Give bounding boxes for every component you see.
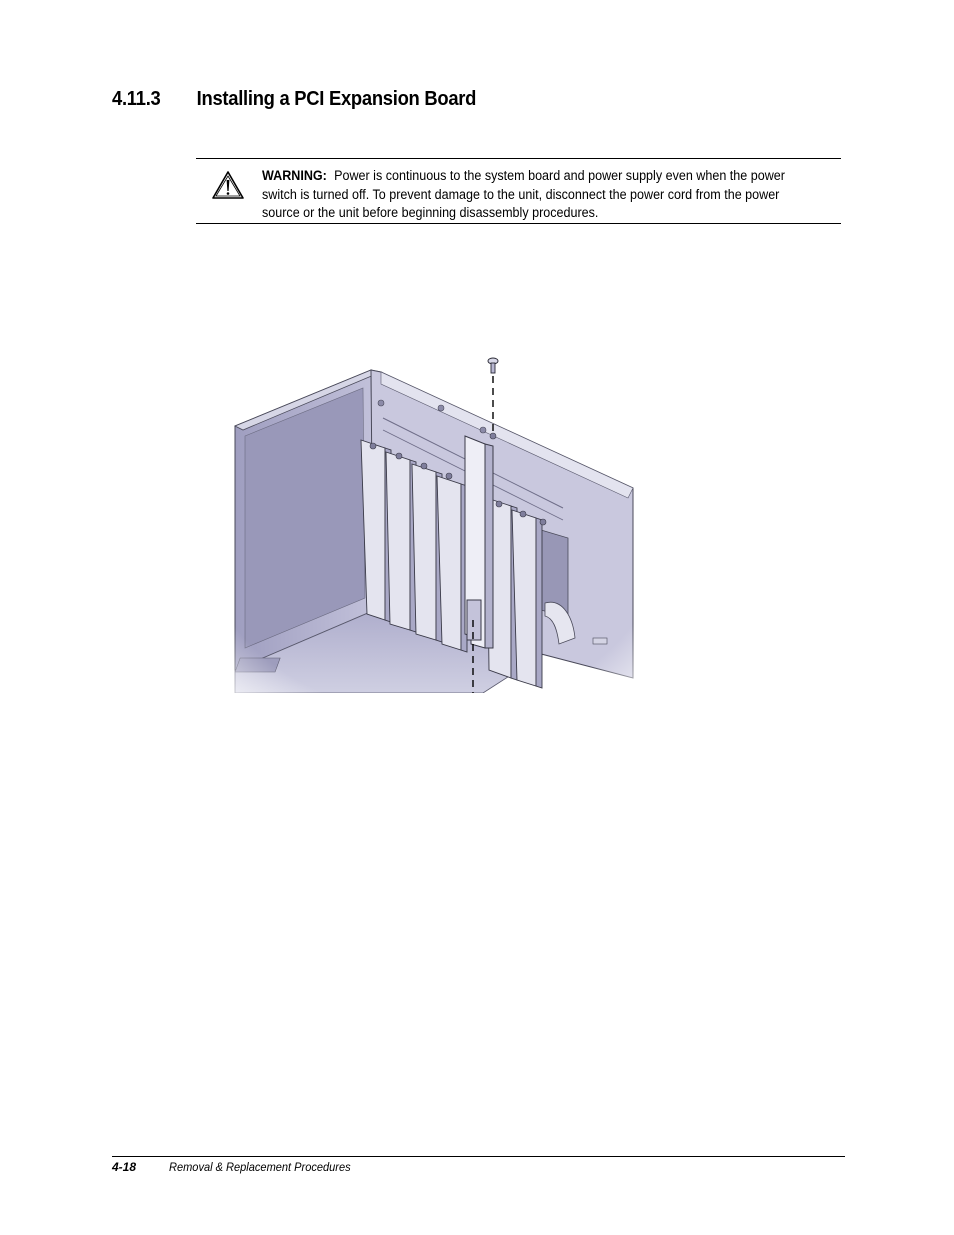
section-title: Installing a PCI Expansion Board	[196, 88, 477, 110]
footer-chapter-title: Removal & Replacement Procedures	[169, 1160, 351, 1174]
warning-text	[262, 167, 792, 223]
pci-board-illustration	[223, 348, 643, 693]
section-heading	[112, 88, 476, 111]
warning-box	[196, 158, 841, 224]
footer-page-number: 4-18	[112, 1160, 137, 1174]
section-number: 4.11.3	[112, 88, 161, 110]
warning-triangle-icon	[211, 170, 245, 200]
warning-label: WARNING:	[262, 168, 327, 183]
warning-message: Power is continuous to the system board and power supply even when the power switch is turned off. To prevent damage to the unit, disconnect the power cord from the power source or the unit before beginning disassembly procedures.	[262, 168, 785, 220]
page-footer	[112, 1156, 845, 1174]
